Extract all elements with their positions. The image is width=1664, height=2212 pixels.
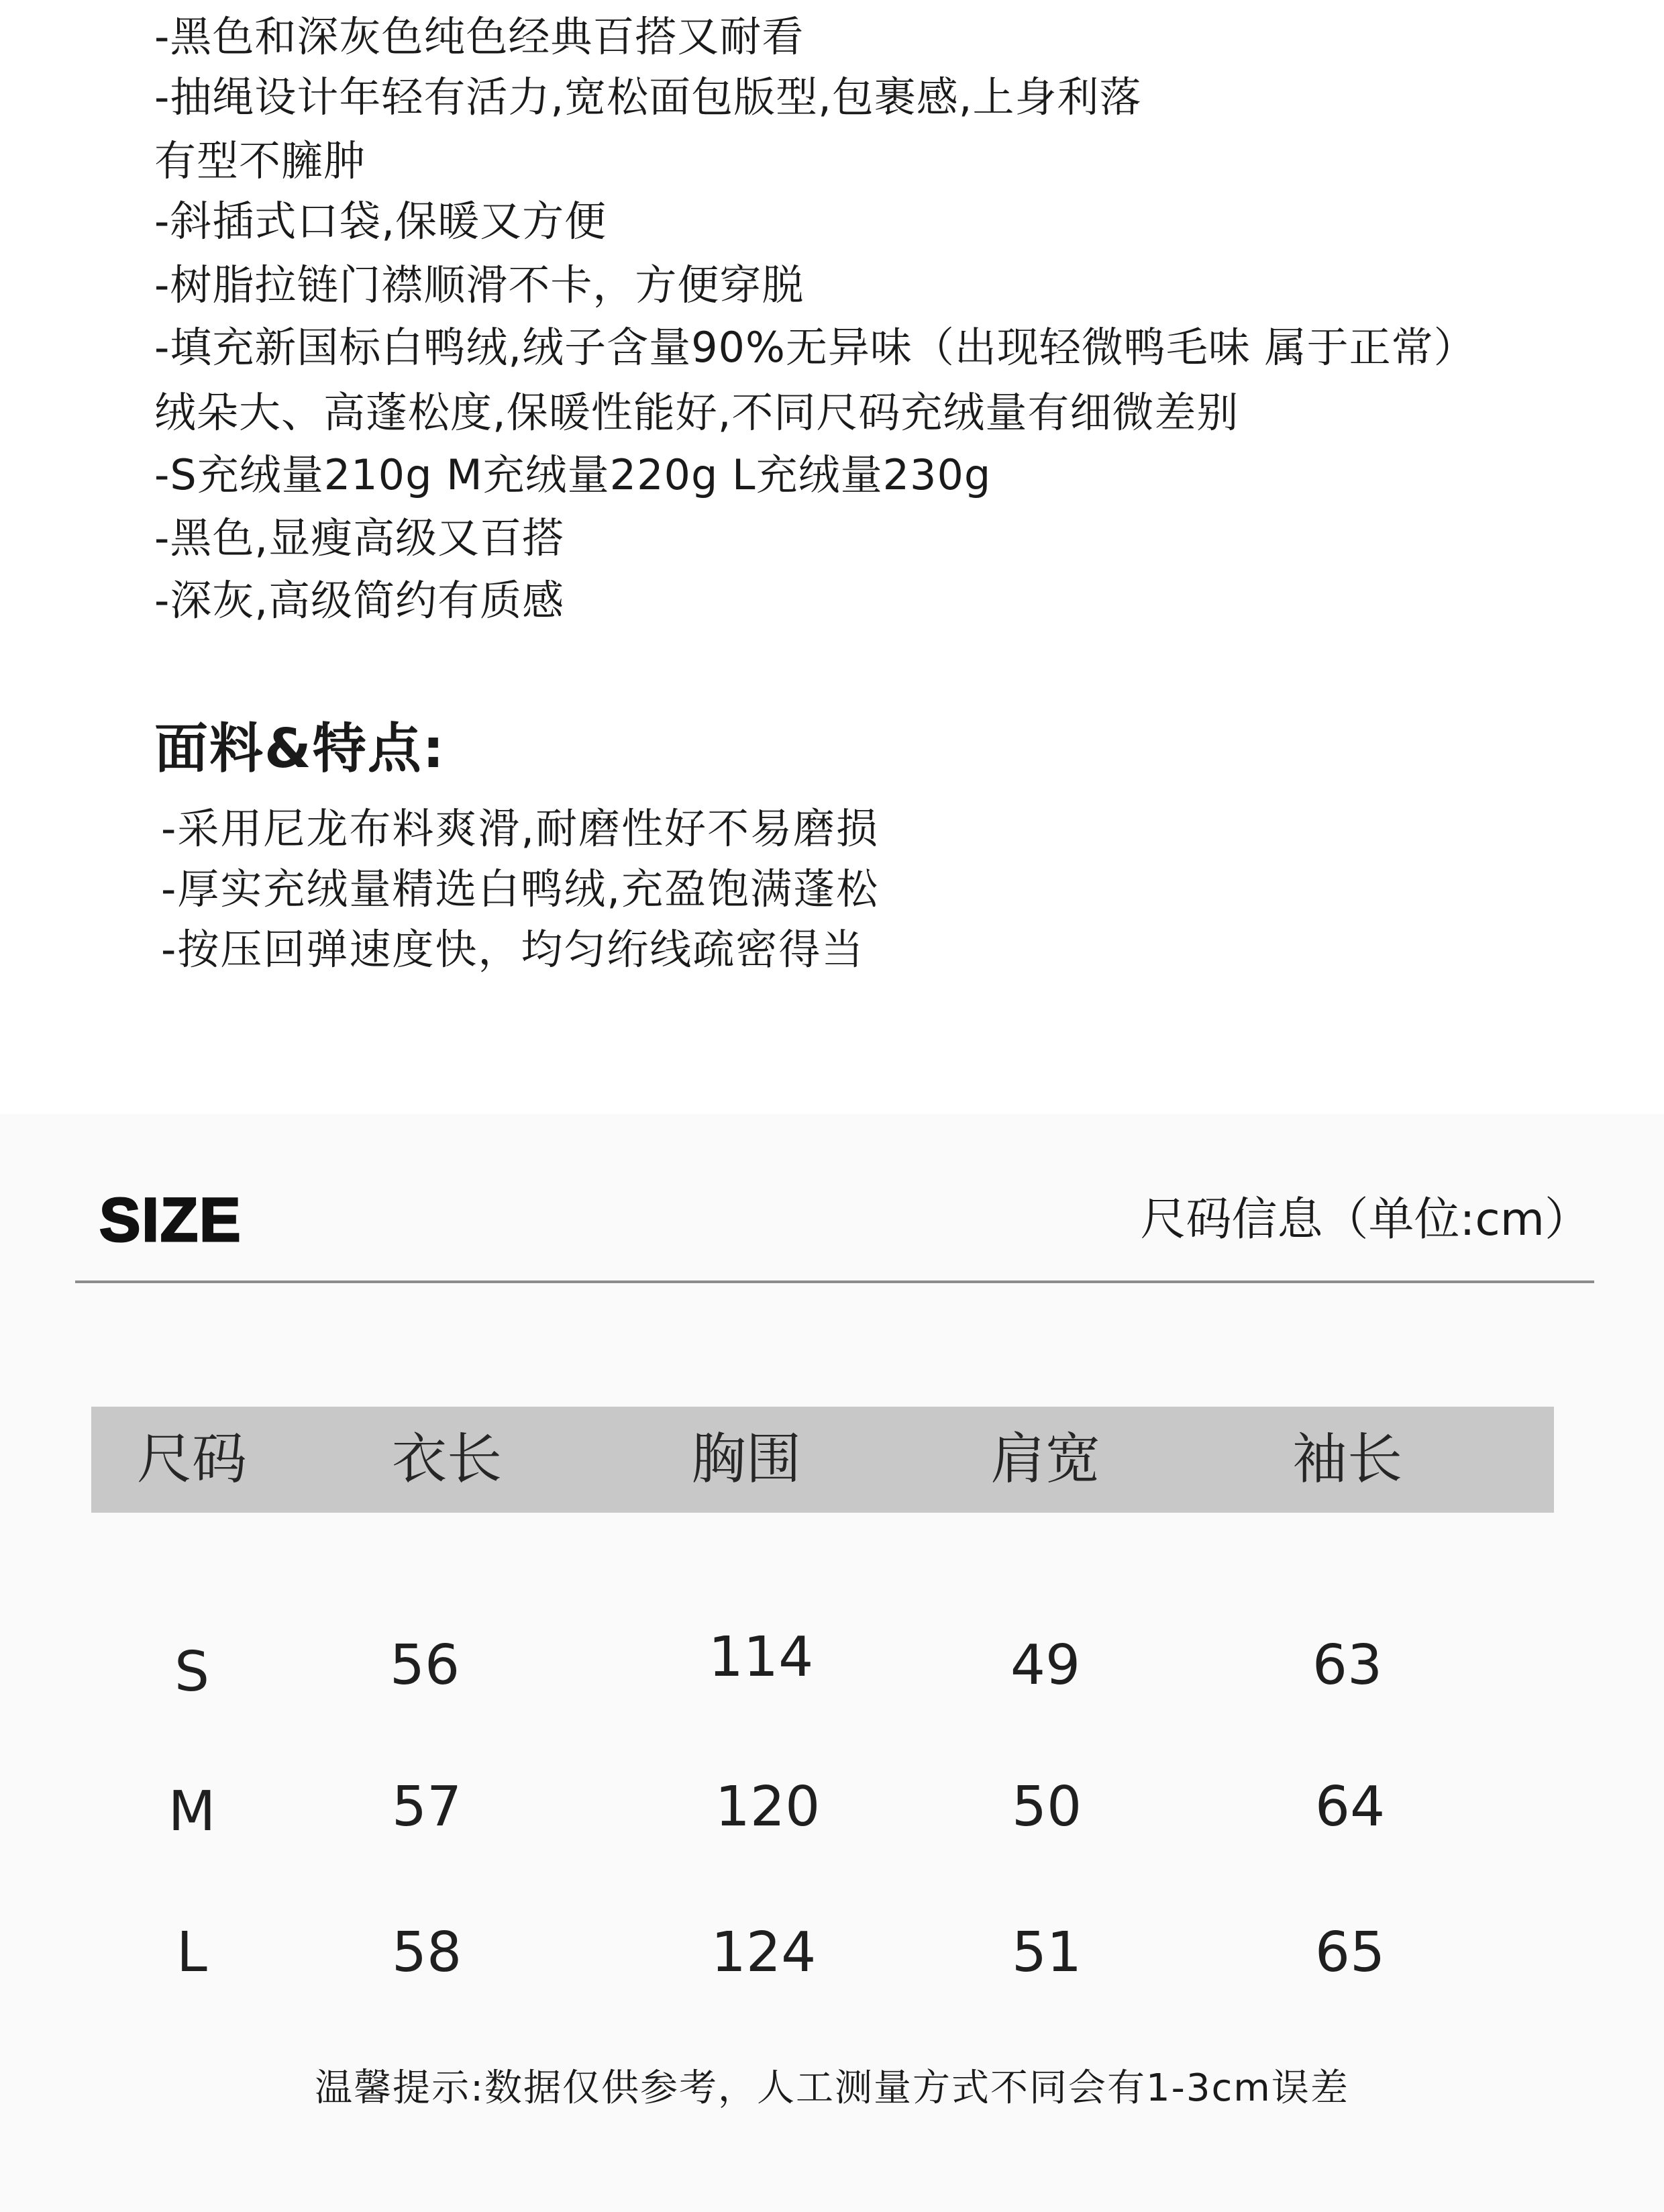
table-cell: 57 [391, 1775, 462, 1839]
fabric-line: -按压回弹速度快，均匀绗线疏密得当 [161, 925, 865, 974]
header-chest: 胸围 [690, 1427, 801, 1491]
description-line: 有型不臃肿 [154, 136, 366, 185]
description-line: -斜插式口袋,保暖又方便 [154, 197, 607, 246]
header-sleeve: 袖长 [1292, 1427, 1402, 1491]
description-line: -填充新国标白鸭绒,绒子含量90%无异味（出现轻微鸭毛味 属于正常） [154, 323, 1476, 372]
divider [75, 1280, 1594, 1283]
size-title: SIZE [99, 1186, 242, 1254]
fabric-line: -采用尼龙布料爽滑,耐磨性好不易磨损 [161, 804, 880, 853]
description-line: -S充绒量210g M充绒量220g L充绒量230g [154, 450, 992, 499]
table-cell: 50 [1011, 1775, 1082, 1839]
description-line: -黑色和深灰色纯色经典百搭又耐看 [154, 12, 804, 61]
header-shoulder: 肩宽 [990, 1427, 1100, 1491]
table-cell: 56 [389, 1633, 460, 1697]
table-cell: 120 [715, 1775, 821, 1839]
table-cell: 58 [391, 1921, 462, 1984]
table-cell: L [176, 1921, 207, 1984]
description-line: -抽绳设计年轻有活力,宽松面包版型,包裹感,上身利落 [154, 72, 1142, 121]
table-cell: 64 [1314, 1775, 1386, 1839]
table-cell: 51 [1011, 1921, 1082, 1984]
measurement-note: 温馨提示:数据仅供参考，人工测量方式不同会有1-3cm误差 [315, 2066, 1349, 2110]
table-cell: 49 [1010, 1633, 1081, 1697]
table-cell: M [168, 1780, 216, 1844]
table-cell: 114 [708, 1625, 814, 1689]
fabric-heading: 面料&特点: [154, 717, 446, 780]
table-cell: 65 [1314, 1921, 1386, 1984]
description-line: -树脂拉链门襟顺滑不卡，方便穿脱 [154, 260, 804, 309]
description-line: -深灰,高级简约有质感 [154, 576, 565, 625]
header-length: 衣长 [391, 1427, 502, 1491]
fabric-line: -厚实充绒量精选白鸭绒,充盈饱满蓬松 [161, 864, 880, 913]
header-size: 尺码 [136, 1427, 247, 1491]
size-subtitle: 尺码信息（单位:cm） [1140, 1193, 1590, 1246]
description-line: -黑色,显瘦高级又百搭 [154, 513, 565, 562]
description-line: 绒朵大、高蓬松度,保暖性能好,不同尺码充绒量有细微差别 [154, 388, 1239, 437]
size-chart-section [0, 1114, 1664, 2212]
table-cell: 124 [711, 1921, 817, 1984]
table-cell: S [174, 1640, 210, 1704]
size-table-header [91, 1407, 1554, 1513]
table-cell: 63 [1312, 1633, 1383, 1697]
